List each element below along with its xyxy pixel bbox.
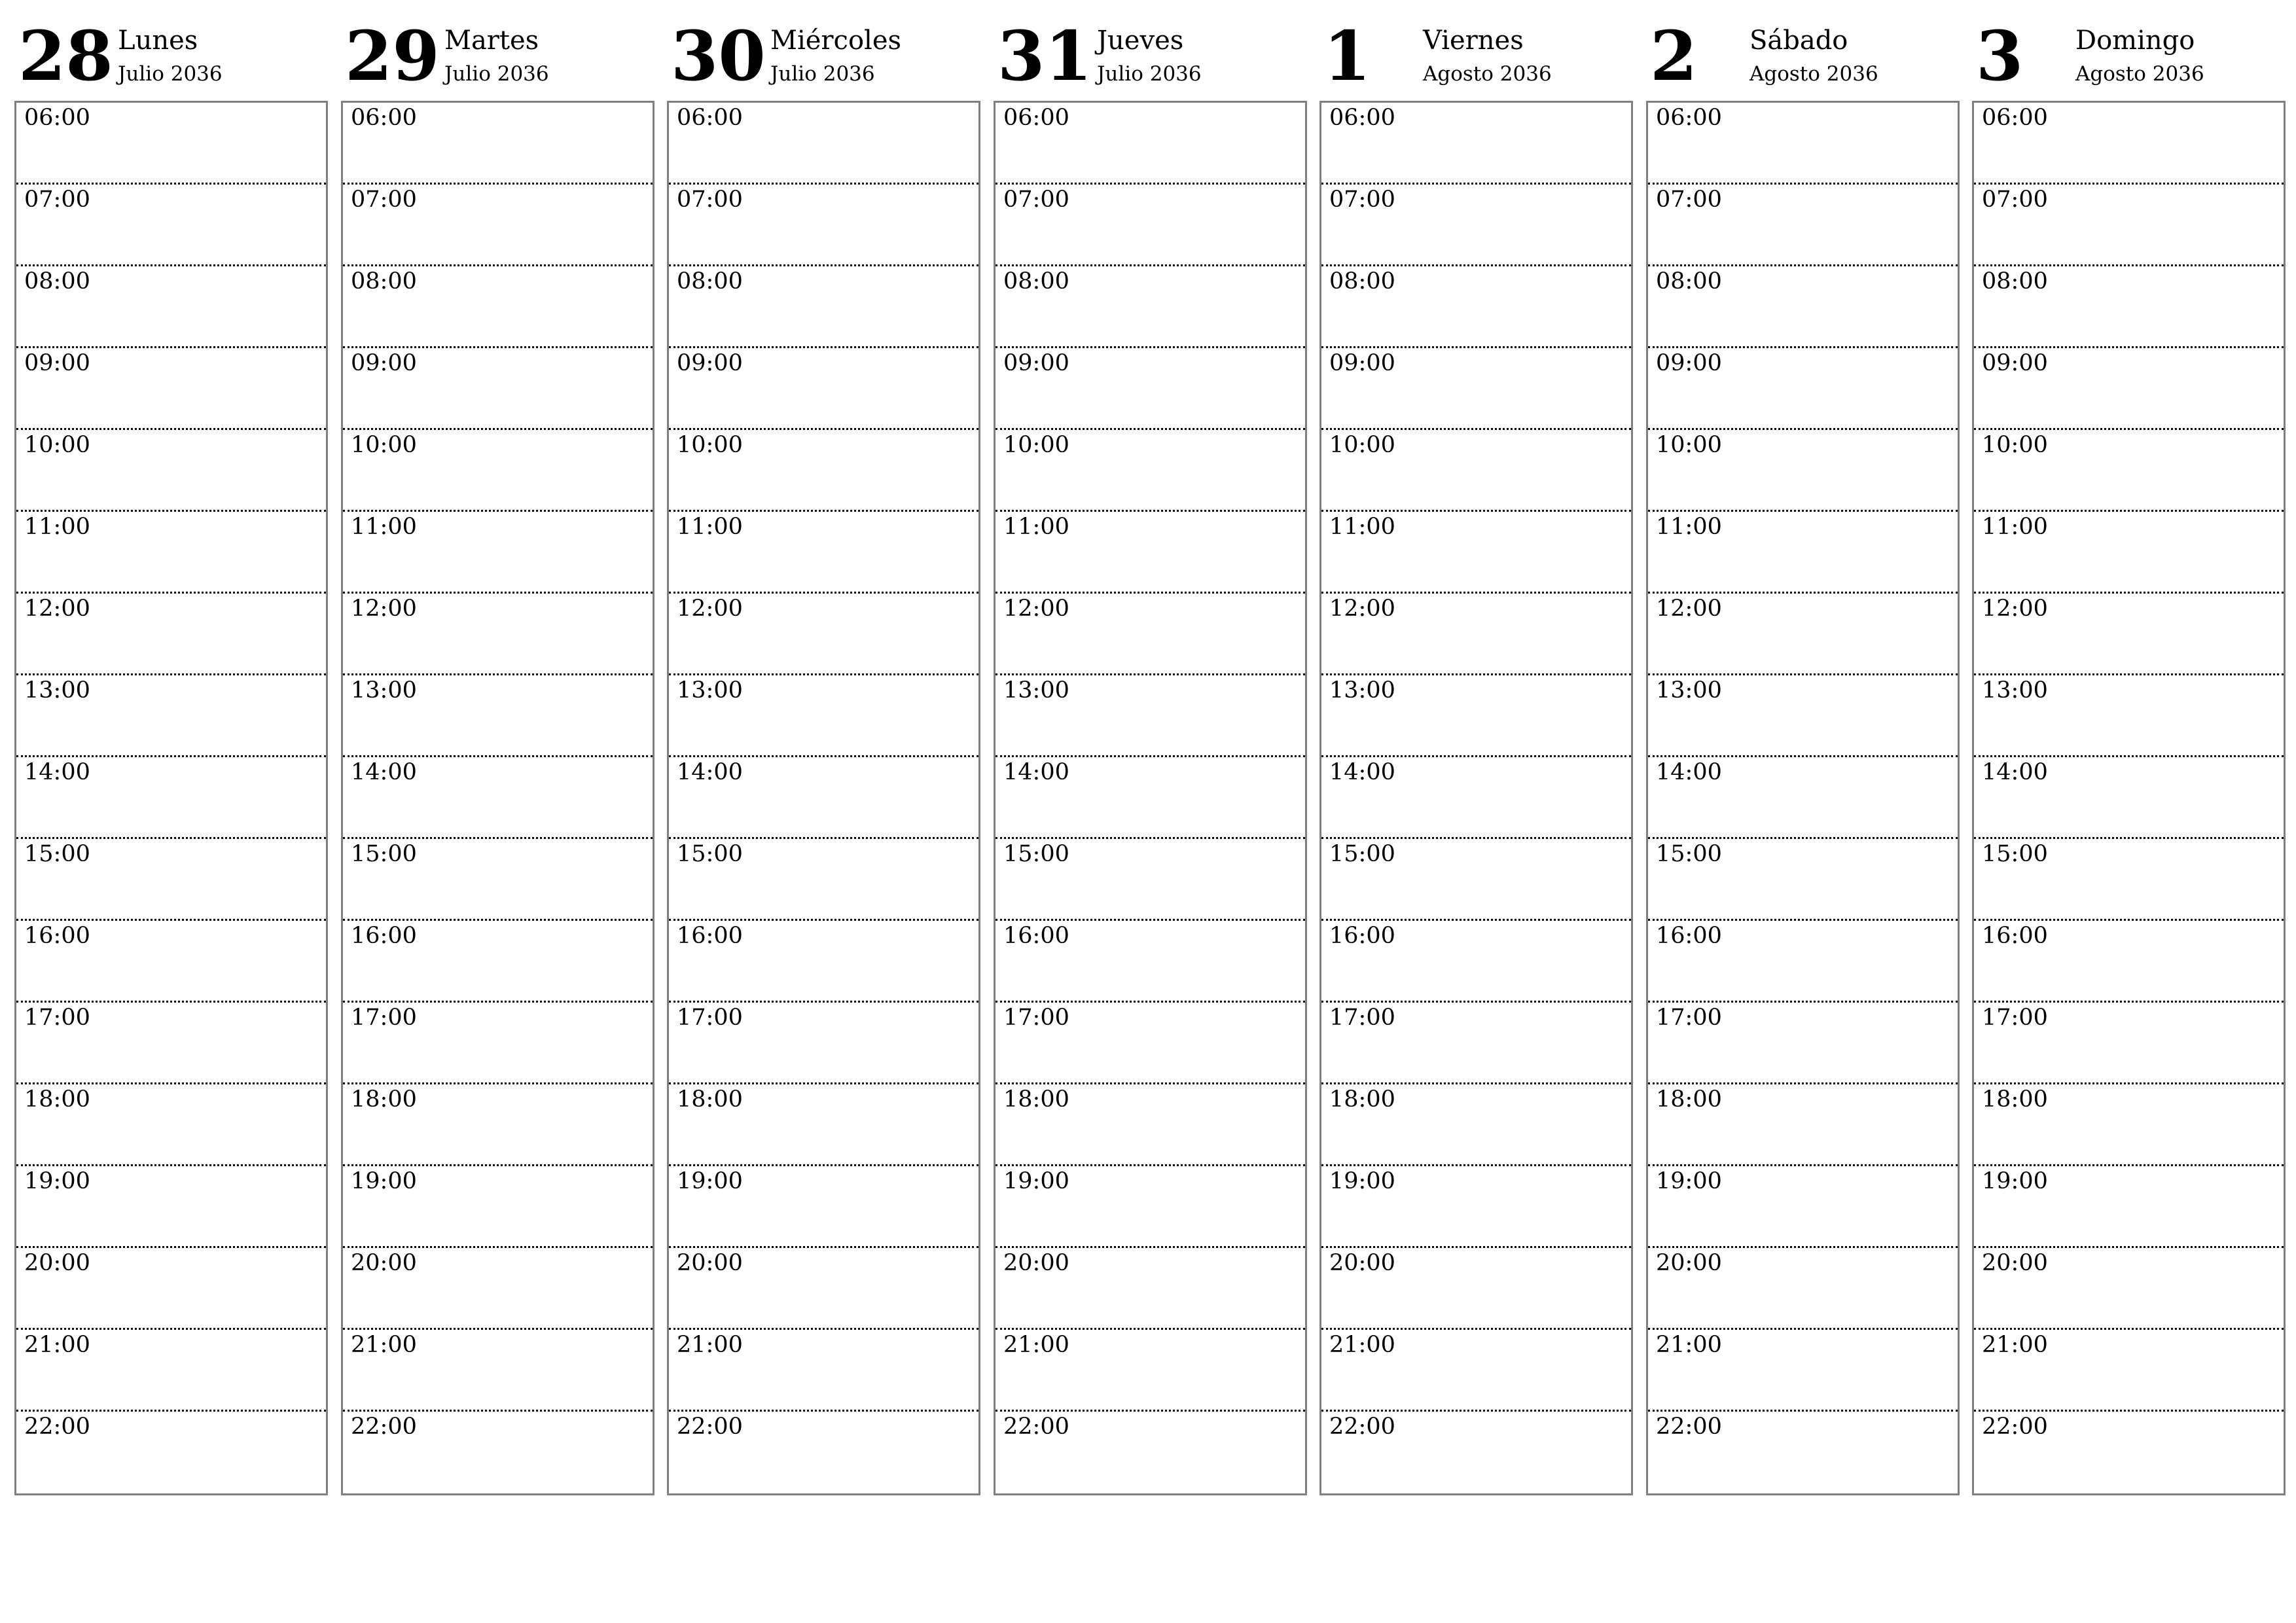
hour-label: 17:00: [677, 1005, 743, 1031]
hour-slot[interactable]: [1974, 185, 2284, 266]
hour-label: 13:00: [1982, 677, 2048, 704]
hour-label: 10:00: [351, 432, 417, 458]
hour-slot[interactable]: [1648, 1412, 1958, 1493]
hour-slot[interactable]: [669, 1003, 978, 1084]
hour-slot[interactable]: [1321, 1412, 1631, 1493]
hour-slot[interactable]: [1648, 512, 1958, 594]
hour-label: 16:00: [24, 923, 90, 949]
hour-label: 16:00: [1003, 923, 1069, 949]
hour-slot[interactable]: [669, 1166, 978, 1248]
hour-slot[interactable]: [1648, 921, 1958, 1003]
hour-slot[interactable]: [996, 1084, 1305, 1166]
hour-label: 12:00: [24, 596, 90, 622]
hour-slot[interactable]: [669, 348, 978, 430]
day-number: 1: [1323, 16, 1371, 96]
hour-slot[interactable]: [1974, 1248, 2284, 1330]
hour-slot[interactable]: [996, 839, 1305, 921]
hour-slot[interactable]: [16, 594, 326, 675]
hour-slot[interactable]: [1648, 1084, 1958, 1166]
hour-slot[interactable]: [343, 1248, 653, 1330]
hour-slot[interactable]: [669, 1248, 978, 1330]
hour-label: 10:00: [1656, 432, 1722, 458]
hour-slot[interactable]: [1648, 103, 1958, 185]
day-number: 30: [671, 16, 766, 96]
hour-label: 17:00: [1656, 1005, 1722, 1031]
hour-slot[interactable]: [669, 1412, 978, 1493]
hour-label: 22:00: [24, 1414, 90, 1440]
hour-slot[interactable]: [996, 1166, 1305, 1248]
hour-label: 18:00: [1982, 1086, 2048, 1113]
hour-label: 20:00: [351, 1250, 417, 1276]
hour-label: 22:00: [351, 1414, 417, 1440]
hour-slot[interactable]: [669, 839, 978, 921]
hour-label: 17:00: [1003, 1005, 1069, 1031]
hour-label: 20:00: [1003, 1250, 1069, 1276]
hour-slot[interactable]: [16, 675, 326, 757]
hour-label: 14:00: [24, 759, 90, 785]
hour-slot[interactable]: [1321, 1003, 1631, 1084]
day-name: Domingo: [2075, 26, 2195, 56]
day-header: [994, 0, 1306, 98]
hour-label: 08:00: [1656, 268, 1722, 294]
hour-slot[interactable]: [343, 512, 653, 594]
hour-label: 12:00: [1329, 596, 1395, 622]
hour-slot[interactable]: [343, 839, 653, 921]
hour-slot[interactable]: [1321, 103, 1631, 185]
day-name: Jueves: [1097, 26, 1184, 56]
hour-label: 19:00: [677, 1168, 743, 1194]
hour-label: 12:00: [1003, 596, 1069, 622]
hour-label: 16:00: [1656, 923, 1722, 949]
day-month-year: Agosto 2036: [1423, 62, 1552, 86]
hour-label: 14:00: [1982, 759, 2048, 785]
hour-slot[interactable]: [1974, 921, 2284, 1003]
hour-label: 21:00: [1329, 1332, 1395, 1358]
hour-slot[interactable]: [669, 921, 978, 1003]
hour-slot[interactable]: [669, 1330, 978, 1412]
hour-label: 15:00: [1656, 841, 1722, 867]
hour-slot[interactable]: [996, 348, 1305, 430]
hour-slot[interactable]: [343, 348, 653, 430]
hour-slot[interactable]: [1648, 1166, 1958, 1248]
hour-slot[interactable]: [1648, 348, 1958, 430]
day-schedule-box: [341, 101, 655, 1495]
day-month-year: Julio 2036: [118, 62, 223, 86]
hour-slot[interactable]: [1321, 921, 1631, 1003]
hour-label: 08:00: [1982, 268, 2048, 294]
hour-slot[interactable]: [343, 1084, 653, 1166]
hour-label: 20:00: [24, 1250, 90, 1276]
day-schedule-box: [1646, 101, 1960, 1495]
hour-slot[interactable]: [1974, 266, 2284, 348]
hour-label: 12:00: [677, 596, 743, 622]
hour-slot[interactable]: [996, 185, 1305, 266]
hour-label: 19:00: [1656, 1168, 1722, 1194]
hour-label: 08:00: [677, 268, 743, 294]
hour-label: 07:00: [1003, 187, 1069, 213]
hour-slot[interactable]: [996, 1412, 1305, 1493]
hour-slot[interactable]: [1974, 348, 2284, 430]
day-number: 3: [1976, 16, 2024, 96]
day-name: Martes: [444, 26, 539, 56]
hour-label: 11:00: [1982, 514, 2048, 540]
hour-label: 16:00: [351, 923, 417, 949]
day-column: [1646, 0, 1958, 1505]
hour-slot[interactable]: [996, 757, 1305, 839]
hour-label: 08:00: [1329, 268, 1395, 294]
hour-slot[interactable]: [1648, 1330, 1958, 1412]
hour-label: 09:00: [1982, 350, 2048, 376]
hour-slot[interactable]: [1321, 185, 1631, 266]
hour-label: 07:00: [351, 187, 417, 213]
hour-label: 11:00: [1003, 514, 1069, 540]
hour-slot[interactable]: [669, 675, 978, 757]
hour-slot[interactable]: [996, 675, 1305, 757]
hour-slot[interactable]: [1321, 839, 1631, 921]
day-schedule-box: [667, 101, 980, 1495]
hour-slot[interactable]: [343, 757, 653, 839]
hour-label: 15:00: [1329, 841, 1395, 867]
hour-slot[interactable]: [669, 185, 978, 266]
hour-slot[interactable]: [1974, 594, 2284, 675]
hour-label: 21:00: [24, 1332, 90, 1358]
day-schedule-box: [994, 101, 1307, 1495]
hour-label: 14:00: [1003, 759, 1069, 785]
hour-label: 15:00: [677, 841, 743, 867]
hour-slot[interactable]: [1974, 430, 2284, 512]
hour-label: 13:00: [1003, 677, 1069, 704]
hour-slot[interactable]: [996, 512, 1305, 594]
hour-slot[interactable]: [1974, 675, 2284, 757]
hour-label: 21:00: [677, 1332, 743, 1358]
hour-label: 17:00: [351, 1005, 417, 1031]
hour-label: 18:00: [1329, 1086, 1395, 1113]
hour-label: 06:00: [1656, 105, 1722, 131]
hour-slot[interactable]: [1974, 1084, 2284, 1166]
hour-label: 10:00: [677, 432, 743, 458]
day-column: [1319, 0, 1632, 1505]
hour-slot[interactable]: [1321, 430, 1631, 512]
hour-slot[interactable]: [996, 1003, 1305, 1084]
hour-slot[interactable]: [1321, 512, 1631, 594]
hour-label: 19:00: [351, 1168, 417, 1194]
hour-label: 20:00: [677, 1250, 743, 1276]
hour-label: 08:00: [351, 268, 417, 294]
hour-slot[interactable]: [343, 430, 653, 512]
hour-slot[interactable]: [1321, 1084, 1631, 1166]
hour-slot[interactable]: [16, 103, 326, 185]
day-name: Lunes: [118, 26, 198, 56]
hour-label: 13:00: [24, 677, 90, 704]
hour-label: 10:00: [1329, 432, 1395, 458]
day-month-year: Julio 2036: [770, 62, 875, 86]
hour-label: 14:00: [1656, 759, 1722, 785]
hour-slot[interactable]: [669, 430, 978, 512]
hour-label: 19:00: [1003, 1168, 1069, 1194]
hour-label: 22:00: [1329, 1414, 1395, 1440]
hour-slot[interactable]: [16, 1248, 326, 1330]
hour-slot[interactable]: [16, 1084, 326, 1166]
hour-label: 09:00: [1003, 350, 1069, 376]
hour-slot[interactable]: [669, 757, 978, 839]
hour-slot[interactable]: [1648, 266, 1958, 348]
hour-label: 11:00: [1656, 514, 1722, 540]
hour-slot[interactable]: [1974, 103, 2284, 185]
day-schedule-box: [1319, 101, 1633, 1495]
hour-label: 16:00: [1329, 923, 1395, 949]
hour-slot[interactable]: [1648, 1248, 1958, 1330]
hour-label: 16:00: [1982, 923, 2048, 949]
hour-slot[interactable]: [1321, 348, 1631, 430]
hour-label: 09:00: [1329, 350, 1395, 376]
hour-label: 22:00: [677, 1414, 743, 1440]
day-schedule-box: [14, 101, 328, 1495]
hour-slot[interactable]: [343, 1003, 653, 1084]
hour-label: 09:00: [351, 350, 417, 376]
hour-label: 17:00: [24, 1005, 90, 1031]
day-number: 28: [18, 16, 113, 96]
hour-slot[interactable]: [343, 921, 653, 1003]
hour-label: 22:00: [1982, 1414, 2048, 1440]
hour-slot[interactable]: [669, 594, 978, 675]
hour-label: 22:00: [1003, 1414, 1069, 1440]
day-header: [1646, 0, 1958, 98]
hour-slot[interactable]: [343, 185, 653, 266]
hour-slot[interactable]: [16, 430, 326, 512]
hour-slot[interactable]: [1321, 266, 1631, 348]
hour-label: 08:00: [1003, 268, 1069, 294]
day-name: Sábado: [1749, 26, 1848, 56]
hour-label: 14:00: [1329, 759, 1395, 785]
hour-label: 12:00: [1982, 596, 2048, 622]
day-column: [667, 0, 979, 1505]
hour-label: 22:00: [1656, 1414, 1722, 1440]
hour-slot[interactable]: [16, 185, 326, 266]
hour-label: 20:00: [1656, 1250, 1722, 1276]
hour-label: 17:00: [1329, 1005, 1395, 1031]
hour-slot[interactable]: [343, 1412, 653, 1493]
hour-label: 18:00: [1656, 1086, 1722, 1113]
hour-slot[interactable]: [16, 1166, 326, 1248]
day-month-year: Julio 2036: [1097, 62, 1202, 86]
hour-slot[interactable]: [1974, 1412, 2284, 1493]
day-column: [341, 0, 653, 1505]
hour-label: 17:00: [1982, 1005, 2048, 1031]
day-header: [14, 0, 327, 98]
day-header: [1319, 0, 1632, 98]
day-number: 2: [1650, 16, 1698, 96]
hour-slot[interactable]: [1321, 1166, 1631, 1248]
hour-label: 07:00: [1982, 187, 2048, 213]
hour-label: 10:00: [24, 432, 90, 458]
hour-label: 06:00: [1003, 105, 1069, 131]
day-column: [1972, 0, 2284, 1505]
hour-slot[interactable]: [1648, 594, 1958, 675]
hour-label: 19:00: [1329, 1168, 1395, 1194]
hour-slot[interactable]: [343, 1330, 653, 1412]
hour-slot[interactable]: [1321, 757, 1631, 839]
day-header: [667, 0, 979, 98]
hour-slot[interactable]: [343, 675, 653, 757]
day-column: [14, 0, 327, 1505]
hour-slot[interactable]: [669, 103, 978, 185]
hour-slot[interactable]: [16, 1330, 326, 1412]
hour-slot[interactable]: [1321, 1248, 1631, 1330]
hour-label: 07:00: [1656, 187, 1722, 213]
hour-label: 15:00: [351, 841, 417, 867]
hour-label: 06:00: [1329, 105, 1395, 131]
hour-label: 15:00: [1003, 841, 1069, 867]
hour-slot[interactable]: [16, 839, 326, 921]
hour-label: 14:00: [677, 759, 743, 785]
hour-label: 13:00: [351, 677, 417, 704]
day-header: [341, 0, 653, 98]
hour-slot[interactable]: [16, 921, 326, 1003]
hour-label: 21:00: [1982, 1332, 2048, 1358]
day-name: Miércoles: [770, 26, 902, 56]
hour-label: 06:00: [24, 105, 90, 131]
hour-label: 12:00: [1656, 596, 1722, 622]
hour-slot[interactable]: [1648, 430, 1958, 512]
day-number: 29: [345, 16, 440, 96]
hour-label: 11:00: [351, 514, 417, 540]
hour-label: 18:00: [1003, 1086, 1069, 1113]
hour-slot[interactable]: [1974, 512, 2284, 594]
hour-slot[interactable]: [1321, 675, 1631, 757]
hour-slot[interactable]: [996, 594, 1305, 675]
hour-label: 14:00: [351, 759, 417, 785]
hour-label: 06:00: [677, 105, 743, 131]
hour-slot[interactable]: [996, 430, 1305, 512]
day-column: [994, 0, 1306, 1505]
hour-slot[interactable]: [1974, 757, 2284, 839]
hour-label: 20:00: [1982, 1250, 2048, 1276]
weekly-planner: [14, 0, 2283, 1505]
hour-slot[interactable]: [1974, 839, 2284, 921]
hour-slot[interactable]: [1974, 1003, 2284, 1084]
day-header: [1972, 0, 2284, 98]
hour-label: 07:00: [24, 187, 90, 213]
hour-slot[interactable]: [996, 921, 1305, 1003]
hour-slot[interactable]: [16, 266, 326, 348]
hour-slot[interactable]: [1648, 185, 1958, 266]
hour-label: 13:00: [1329, 677, 1395, 704]
hour-slot[interactable]: [343, 103, 653, 185]
hour-slot[interactable]: [16, 1003, 326, 1084]
hour-slot[interactable]: [343, 1166, 653, 1248]
hour-label: 07:00: [677, 187, 743, 213]
hour-slot[interactable]: [1648, 757, 1958, 839]
hour-slot[interactable]: [1321, 594, 1631, 675]
hour-slot[interactable]: [1974, 1166, 2284, 1248]
hour-label: 07:00: [1329, 187, 1395, 213]
hour-label: 10:00: [1003, 432, 1069, 458]
hour-slot[interactable]: [1974, 1330, 2284, 1412]
hour-label: 19:00: [24, 1168, 90, 1194]
hour-label: 11:00: [677, 514, 743, 540]
hour-label: 18:00: [677, 1086, 743, 1113]
hour-label: 13:00: [1656, 677, 1722, 704]
hour-label: 09:00: [677, 350, 743, 376]
hour-label: 19:00: [1982, 1168, 2048, 1194]
hour-slot[interactable]: [1648, 1003, 1958, 1084]
hour-slot[interactable]: [16, 512, 326, 594]
hour-label: 16:00: [677, 923, 743, 949]
hour-slot[interactable]: [669, 1084, 978, 1166]
hour-label: 10:00: [1982, 432, 2048, 458]
hour-label: 15:00: [24, 841, 90, 867]
hour-slot[interactable]: [1648, 675, 1958, 757]
day-schedule-box: [1972, 101, 2286, 1495]
hour-label: 09:00: [24, 350, 90, 376]
hour-slot[interactable]: [669, 266, 978, 348]
hour-label: 21:00: [1003, 1332, 1069, 1358]
hour-slot[interactable]: [16, 348, 326, 430]
hour-slot[interactable]: [996, 1248, 1305, 1330]
hour-label: 11:00: [24, 514, 90, 540]
hour-label: 08:00: [24, 268, 90, 294]
hour-label: 18:00: [351, 1086, 417, 1113]
day-name: Viernes: [1423, 26, 1524, 56]
hour-slot[interactable]: [16, 1412, 326, 1493]
hour-label: 13:00: [677, 677, 743, 704]
day-month-year: Agosto 2036: [2075, 62, 2204, 86]
hour-label: 06:00: [1982, 105, 2048, 131]
hour-label: 06:00: [351, 105, 417, 131]
hour-slot[interactable]: [343, 266, 653, 348]
hour-label: 11:00: [1329, 514, 1395, 540]
hour-slot[interactable]: [1648, 839, 1958, 921]
hour-slot[interactable]: [669, 512, 978, 594]
hour-label: 09:00: [1656, 350, 1722, 376]
hour-label: 15:00: [1982, 841, 2048, 867]
hour-label: 21:00: [1656, 1332, 1722, 1358]
hour-slot[interactable]: [343, 594, 653, 675]
day-month-year: Julio 2036: [444, 62, 549, 86]
hour-slot[interactable]: [996, 103, 1305, 185]
hour-slot[interactable]: [996, 1330, 1305, 1412]
hour-slot[interactable]: [1321, 1330, 1631, 1412]
day-month-year: Agosto 2036: [1749, 62, 1878, 86]
hour-label: 21:00: [351, 1332, 417, 1358]
hour-label: 18:00: [24, 1086, 90, 1113]
hour-label: 12:00: [351, 596, 417, 622]
day-number: 31: [997, 16, 1092, 96]
hour-slot[interactable]: [996, 266, 1305, 348]
hour-slot[interactable]: [16, 757, 326, 839]
hour-label: 20:00: [1329, 1250, 1395, 1276]
